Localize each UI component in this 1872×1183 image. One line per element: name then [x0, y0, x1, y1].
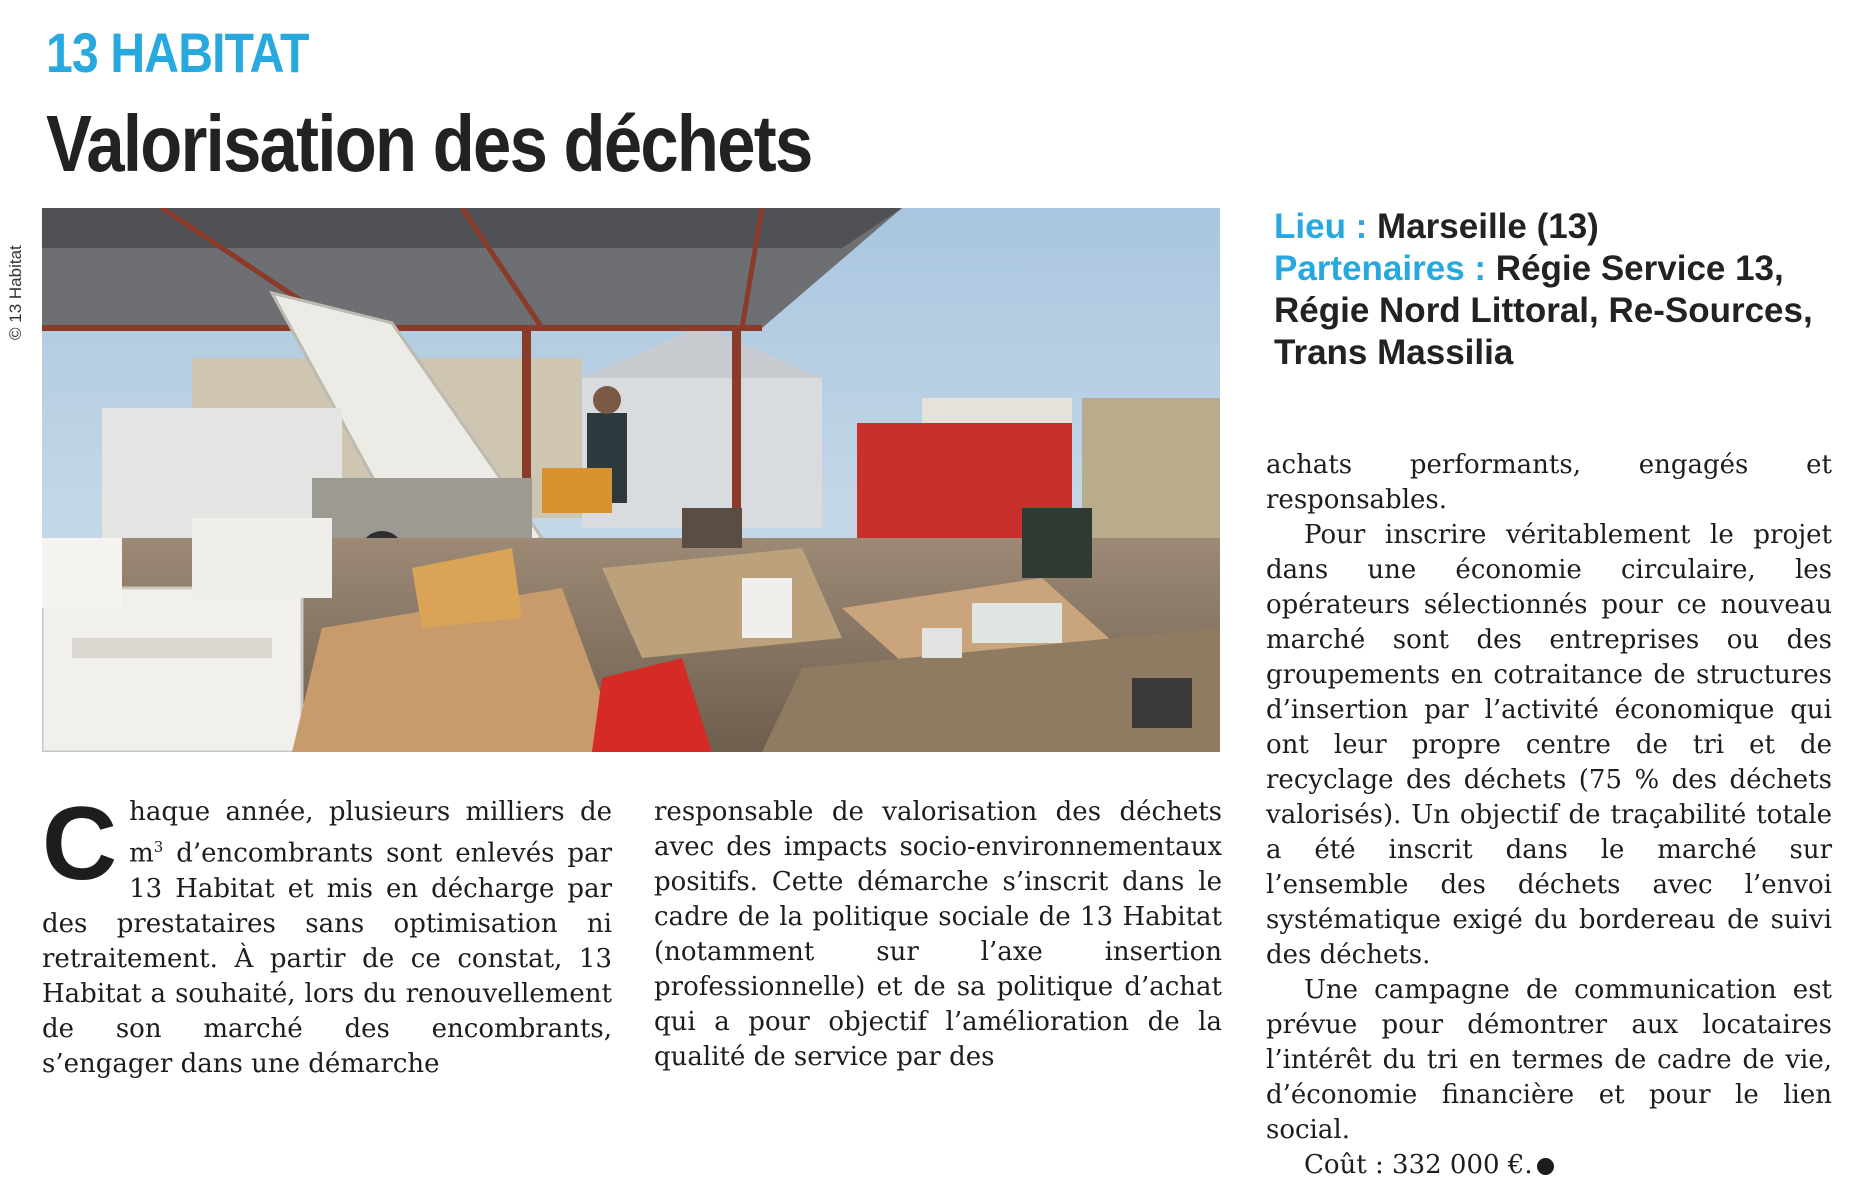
superscript-three: 3 [153, 838, 164, 856]
article-photo [42, 208, 1220, 752]
location-value: Marseille (13) [1367, 207, 1599, 246]
paragraph-1-text-cont: d’encombrants sont enlevés par 13 Habitat et mis en décharge par des prestataires sans optimisation ni retraitement. À partir de ce constat, 13 Habitat a souhaité, lors du renouvellement de son marché des encombrants, s’engager dans une démarche [42, 838, 612, 1079]
info-location [1274, 206, 1834, 248]
cost-text: Coût : 332 000 €. [1304, 1150, 1533, 1180]
paragraph-1-end: achats performants, engagés et responsables. [1266, 450, 1832, 515]
article-title: Valorisation des déchets [46, 99, 812, 188]
drop-cap: C [42, 786, 118, 902]
organization-label: 13 HABITAT [46, 21, 309, 84]
article-column-2 [654, 795, 1222, 1075]
paragraph-1-text: haque année, plusieurs milliers de m [129, 797, 612, 869]
location-label: Lieu : [1274, 207, 1368, 246]
article-column-3 [1266, 448, 1832, 1183]
paragraph-2: Pour inscrire véritablement le projet dans une économie circulaire, les opérateurs sélectionnés pour ce nouveau marché sont des entreprises ou des groupements en cotraitance de structures d’insertion par l’activité économique qui ont leur propre centre de tri et de recyclage des déchets (75 % des déchets valorisés). Un objectif de traçabilité totale a été inscrit dans le marché sur l’ensemble des déchets avec l’envoi systématique exigé du bordereau de suivi des déchets. [1266, 520, 1832, 970]
warehouse-waste-illustration [42, 208, 1220, 752]
project-info [1274, 206, 1834, 374]
info-partners [1274, 248, 1834, 374]
article-column-1 [42, 786, 612, 1082]
partners-value: Régie Service 13, Régie Nord Littoral, Re-Sources, Trans Massilia [1274, 249, 1813, 372]
paragraph-1-continued: responsable de valorisation des déchets avec des impacts socio-environnementaux positifs. Cette démarche s’inscrit dans le cadre de la politique sociale de 13 Habitat (notamment sur l’axe insertion professionnelle) et de sa politique d’achat qui a pour objectif l’amélioration de la qualité de service par des [654, 797, 1222, 1072]
cost-line [1266, 1148, 1832, 1183]
paragraph-3: Une campagne de communication est prévue pour démontrer aux locataires l’intérêt du tri en termes de cadre de vie, d’économie financière et pour le lien social. [1266, 975, 1832, 1145]
end-mark-icon [1537, 1158, 1554, 1175]
partners-label: Partenaires : [1274, 249, 1487, 288]
photo-credit: © 13 Habitat [6, 245, 25, 340]
